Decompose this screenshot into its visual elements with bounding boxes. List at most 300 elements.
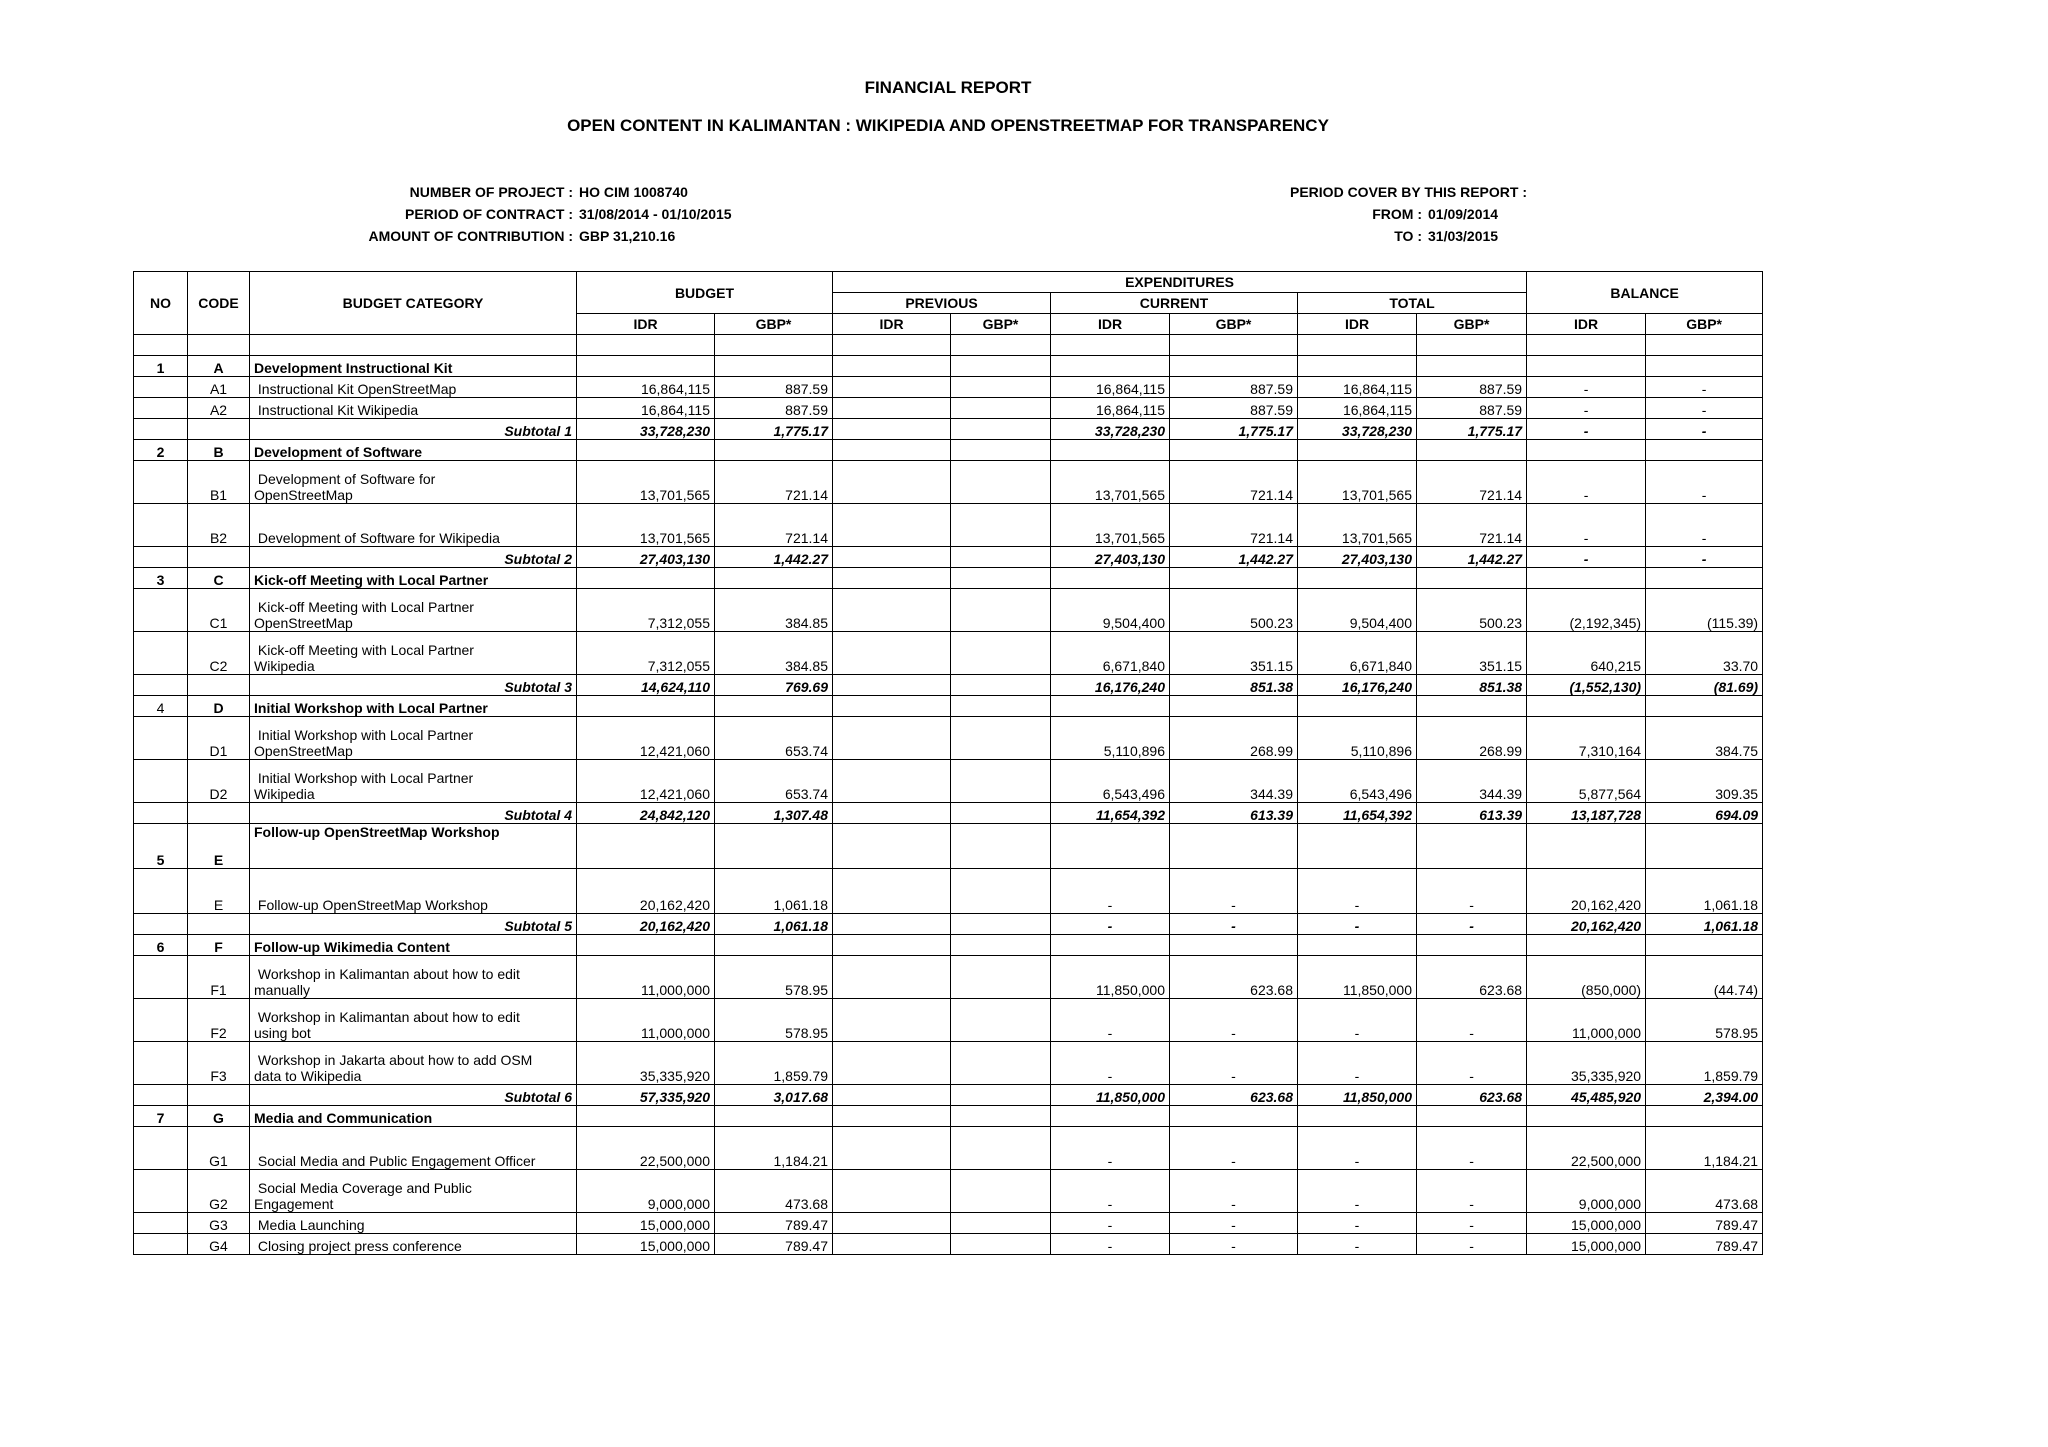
item-description [250, 1170, 577, 1213]
current-idr: - [1051, 1170, 1170, 1213]
period-to-label: TO : [1394, 228, 1422, 244]
period-to-value: 31/03/2015 [1428, 228, 1499, 244]
total-idr: 6,671,840 [1298, 632, 1417, 675]
item-description-line1: Workshop in Jakarta about how to add OSM [254, 1052, 533, 1068]
report-title: FINANCIAL REPORT [864, 78, 1032, 97]
empty-cell [715, 356, 833, 377]
empty-cell [833, 568, 951, 589]
balance-gbp: - [1646, 504, 1763, 547]
subtotal-row [134, 1085, 1763, 1106]
section-header-row [134, 568, 1763, 589]
subtotal-balance-gbp: (81.69) [1646, 675, 1763, 696]
current-gbp: - [1170, 999, 1298, 1042]
subtotal-budget-gbp: 1,442.27 [715, 547, 833, 568]
subtotal-current-gbp: 1,442.27 [1170, 547, 1298, 568]
empty-cell [1170, 824, 1298, 869]
current-idr: - [1051, 1234, 1170, 1255]
empty-cell [833, 696, 951, 717]
item-description [250, 717, 577, 760]
empty-cell [833, 675, 951, 696]
total-gbp: - [1417, 999, 1527, 1042]
section-code: D [188, 696, 250, 717]
item-code: G3 [188, 1213, 250, 1234]
empty-cell [577, 824, 715, 869]
previous-idr [833, 1042, 951, 1085]
empty-cell [951, 824, 1051, 869]
budget-idr: 9,000,000 [577, 1170, 715, 1213]
previous-idr [833, 717, 951, 760]
empty-cell [1646, 935, 1763, 956]
report-subtitle: OPEN CONTENT IN KALIMANTAN : WIKIPEDIA AND OPENSTREETMAP FOR TRANSPARENCY [567, 116, 1329, 135]
subtotal-total-idr: 16,176,240 [1298, 675, 1417, 696]
report-titles [0, 76, 1896, 152]
previous-idr [833, 589, 951, 632]
previous-idr [833, 377, 951, 398]
current-gbp: 721.14 [1170, 461, 1298, 504]
subtotal-current-gbp: 851.38 [1170, 675, 1298, 696]
empty-cell [1170, 1106, 1298, 1127]
empty-cell [188, 547, 250, 568]
empty-cell [1051, 440, 1170, 461]
financial-table [133, 271, 1763, 1255]
item-description-line2: OpenStreetMap [254, 615, 353, 631]
contract-period-label: PERIOD OF CONTRACT : [405, 206, 573, 222]
section-number: 5 [134, 824, 188, 869]
total-gbp: - [1417, 869, 1527, 914]
current-idr: 6,543,496 [1051, 760, 1170, 803]
empty-cell [833, 440, 951, 461]
total-idr: 9,504,400 [1298, 589, 1417, 632]
item-description: Development of Software for Wikipedia [250, 504, 577, 547]
budget-gbp: 384.85 [715, 589, 833, 632]
empty-cell [833, 547, 951, 568]
current-idr: 9,504,400 [1051, 589, 1170, 632]
subtotal-row [134, 803, 1763, 824]
empty-cell [715, 440, 833, 461]
section-title: Kick-off Meeting with Local Partner [250, 568, 577, 589]
table-header [134, 272, 1763, 335]
item-code: D1 [188, 717, 250, 760]
total-idr: 16,864,115 [1298, 377, 1417, 398]
item-description: Media Launching [250, 1213, 577, 1234]
previous-idr [833, 869, 951, 914]
budget-gbp: 1,184.21 [715, 1127, 833, 1170]
total-idr: - [1298, 1042, 1417, 1085]
subtotal-budget-gbp: 3,017.68 [715, 1085, 833, 1106]
section-number: 1 [134, 356, 188, 377]
empty-cell [134, 1234, 188, 1255]
item-code: F2 [188, 999, 250, 1042]
current-gbp: 344.39 [1170, 760, 1298, 803]
item-description-line2: using bot [254, 1025, 311, 1041]
previous-idr-header: IDR [833, 314, 951, 335]
subtotal-current-idr: 11,850,000 [1051, 1085, 1170, 1106]
previous-gbp [951, 589, 1051, 632]
empty-cell [1170, 935, 1298, 956]
balance-idr: 11,000,000 [1527, 999, 1646, 1042]
empty-cell [951, 568, 1051, 589]
item-code: G1 [188, 1127, 250, 1170]
item-description-line1: Kick-off Meeting with Local Partner [254, 642, 474, 658]
subtotal-balance-idr: - [1527, 419, 1646, 440]
total-gbp: 721.14 [1417, 461, 1527, 504]
current-gbp: 500.23 [1170, 589, 1298, 632]
total-idr: - [1298, 1127, 1417, 1170]
item-code: C2 [188, 632, 250, 675]
empty-cell [951, 914, 1051, 935]
subtotal-label: Subtotal 3 [250, 675, 577, 696]
table-row [134, 1127, 1763, 1170]
subtotal-balance-gbp: 694.09 [1646, 803, 1763, 824]
budget-gbp: 473.68 [715, 1170, 833, 1213]
previous-gbp [951, 504, 1051, 547]
section-title: Media and Communication [250, 1106, 577, 1127]
empty-cell [951, 803, 1051, 824]
total-idr: - [1298, 869, 1417, 914]
current-idr: 6,671,840 [1051, 632, 1170, 675]
total-idr: 11,850,000 [1298, 956, 1417, 999]
empty-cell [1417, 440, 1527, 461]
empty-cell [134, 803, 188, 824]
empty-cell [1298, 824, 1417, 869]
current-idr: 13,701,565 [1051, 504, 1170, 547]
empty-cell [134, 760, 188, 803]
table-row [134, 1234, 1763, 1255]
section-number: 7 [134, 1106, 188, 1127]
budget-idr: 16,864,115 [577, 377, 715, 398]
empty-cell [1646, 356, 1763, 377]
previous-idr [833, 461, 951, 504]
balance-idr: - [1527, 377, 1646, 398]
previous-idr [833, 760, 951, 803]
empty-cell [1417, 568, 1527, 589]
balance-idr: 7,310,164 [1527, 717, 1646, 760]
previous-gbp [951, 1234, 1051, 1255]
empty-cell [1417, 935, 1527, 956]
current-gbp: - [1170, 1213, 1298, 1234]
empty-cell [577, 356, 715, 377]
empty-cell [1527, 696, 1646, 717]
balance-gbp: 473.68 [1646, 1170, 1763, 1213]
item-description [250, 1042, 577, 1085]
current-gbp: 721.14 [1170, 504, 1298, 547]
item-description-line2: OpenStreetMap [254, 487, 353, 503]
section-header-row [134, 440, 1763, 461]
col-budget-header: BUDGET [577, 272, 833, 314]
spacer-row [134, 335, 1763, 356]
item-description-line1: Initial Workshop with Local Partner [254, 770, 474, 786]
subtotal-balance-idr: 45,485,920 [1527, 1085, 1646, 1106]
previous-idr [833, 632, 951, 675]
subtotal-total-gbp: - [1417, 914, 1527, 935]
subtotal-current-gbp: 613.39 [1170, 803, 1298, 824]
empty-cell [1170, 356, 1298, 377]
period-from-label: FROM : [1372, 206, 1422, 222]
item-description [250, 760, 577, 803]
empty-cell [134, 461, 188, 504]
empty-cell [134, 632, 188, 675]
budget-gbp: 887.59 [715, 398, 833, 419]
balance-gbp: 1,184.21 [1646, 1127, 1763, 1170]
item-code: G2 [188, 1170, 250, 1213]
subtotal-label: Subtotal 6 [250, 1085, 577, 1106]
empty-cell [833, 935, 951, 956]
total-idr: - [1298, 1213, 1417, 1234]
current-idr: 16,864,115 [1051, 398, 1170, 419]
subtotal-label: Subtotal 2 [250, 547, 577, 568]
empty-cell [715, 935, 833, 956]
subtotal-current-idr: 33,728,230 [1051, 419, 1170, 440]
subtotal-budget-idr: 14,624,110 [577, 675, 715, 696]
current-gbp: - [1170, 1042, 1298, 1085]
total-gbp: - [1417, 1234, 1527, 1255]
item-description [250, 461, 577, 504]
subtotal-balance-gbp: 2,394.00 [1646, 1085, 1763, 1106]
balance-gbp: 309.35 [1646, 760, 1763, 803]
balance-idr: - [1527, 461, 1646, 504]
balance-idr: 22,500,000 [1527, 1127, 1646, 1170]
balance-gbp: 384.75 [1646, 717, 1763, 760]
budget-gbp: 789.47 [715, 1234, 833, 1255]
col-category-header: BUDGET CATEGORY [250, 272, 577, 335]
table-row [134, 377, 1763, 398]
subtotal-total-idr: 27,403,130 [1298, 547, 1417, 568]
subtotal-budget-idr: 20,162,420 [577, 914, 715, 935]
balance-idr: 35,335,920 [1527, 1042, 1646, 1085]
empty-cell [1646, 696, 1763, 717]
empty-cell [577, 696, 715, 717]
budget-gbp: 721.14 [715, 504, 833, 547]
table-row [134, 632, 1763, 675]
previous-gbp [951, 1127, 1051, 1170]
contribution-value: GBP 31,210.16 [579, 228, 676, 244]
budget-idr-header: IDR [577, 314, 715, 335]
subtotal-total-idr: 11,850,000 [1298, 1085, 1417, 1106]
empty-cell [833, 1085, 951, 1106]
budget-idr: 35,335,920 [577, 1042, 715, 1085]
empty-cell [1051, 824, 1170, 869]
empty-cell [951, 547, 1051, 568]
previous-idr [833, 504, 951, 547]
balance-idr: 5,877,564 [1527, 760, 1646, 803]
section-header-row [134, 824, 1763, 869]
subtotal-row [134, 547, 1763, 568]
item-description-line2: Engagement [254, 1196, 334, 1212]
project-info [300, 181, 732, 247]
table-row [134, 760, 1763, 803]
empty-cell [951, 1085, 1051, 1106]
previous-idr [833, 956, 951, 999]
budget-gbp: 721.14 [715, 461, 833, 504]
section-title: Initial Workshop with Local Partner [250, 696, 577, 717]
budget-idr: 22,500,000 [577, 1127, 715, 1170]
empty-cell [951, 935, 1051, 956]
previous-gbp [951, 717, 1051, 760]
col-balance-header: BALANCE [1527, 272, 1763, 314]
project-number-value: HO CIM 1008740 [579, 184, 688, 200]
total-gbp-header: GBP* [1417, 314, 1527, 335]
previous-gbp [951, 760, 1051, 803]
empty-cell [134, 398, 188, 419]
item-code: F3 [188, 1042, 250, 1085]
empty-cell [1417, 356, 1527, 377]
subtotal-budget-gbp: 769.69 [715, 675, 833, 696]
total-gbp: 500.23 [1417, 589, 1527, 632]
empty-cell [577, 568, 715, 589]
balance-idr: - [1527, 504, 1646, 547]
current-idr: - [1051, 869, 1170, 914]
empty-cell [188, 1085, 250, 1106]
current-idr: - [1051, 1213, 1170, 1234]
balance-idr: 15,000,000 [1527, 1213, 1646, 1234]
empty-cell [833, 356, 951, 377]
empty-cell [1298, 1106, 1417, 1127]
empty-cell [1051, 568, 1170, 589]
subtotal-total-idr: - [1298, 914, 1417, 935]
item-description: Social Media and Public Engagement Officer [250, 1127, 577, 1170]
budget-idr: 15,000,000 [577, 1213, 715, 1234]
empty-cell [1051, 1106, 1170, 1127]
item-code: C1 [188, 589, 250, 632]
item-description: Instructional Kit Wikipedia [250, 398, 577, 419]
previous-idr [833, 999, 951, 1042]
empty-cell [715, 824, 833, 869]
item-description: Instructional Kit OpenStreetMap [250, 377, 577, 398]
subtotal-label: Subtotal 5 [250, 914, 577, 935]
empty-cell [715, 1106, 833, 1127]
total-gbp: 268.99 [1417, 717, 1527, 760]
empty-cell [715, 568, 833, 589]
previous-idr [833, 1127, 951, 1170]
total-idr: 5,110,896 [1298, 717, 1417, 760]
current-gbp: - [1170, 1170, 1298, 1213]
section-title: Development of Software [250, 440, 577, 461]
current-idr: 13,701,565 [1051, 461, 1170, 504]
balance-gbp: 789.47 [1646, 1213, 1763, 1234]
item-description-line1: Social Media Coverage and Public [254, 1180, 472, 1196]
balance-idr: 20,162,420 [1527, 869, 1646, 914]
subtotal-budget-gbp: 1,061.18 [715, 914, 833, 935]
empty-cell [134, 547, 188, 568]
budget-gbp-header: GBP* [715, 314, 833, 335]
section-header-row [134, 935, 1763, 956]
budget-idr: 20,162,420 [577, 869, 715, 914]
budget-idr: 13,701,565 [577, 461, 715, 504]
col-expenditures-header: EXPENDITURES [833, 272, 1527, 293]
item-description-line1: Kick-off Meeting with Local Partner [254, 599, 474, 615]
section-code: F [188, 935, 250, 956]
budget-idr: 12,421,060 [577, 717, 715, 760]
empty-cell [134, 717, 188, 760]
current-gbp: 887.59 [1170, 398, 1298, 419]
subtotal-total-idr: 11,654,392 [1298, 803, 1417, 824]
col-current-header: CURRENT [1051, 293, 1298, 314]
empty-cell [951, 356, 1051, 377]
item-code: A2 [188, 398, 250, 419]
previous-gbp [951, 461, 1051, 504]
current-idr: - [1051, 1042, 1170, 1085]
section-title: Follow-up Wikimedia Content [250, 935, 577, 956]
empty-cell [833, 419, 951, 440]
empty-cell [1298, 440, 1417, 461]
balance-gbp: 1,061.18 [1646, 869, 1763, 914]
balance-idr: (850,000) [1527, 956, 1646, 999]
subtotal-total-gbp: 1,442.27 [1417, 547, 1527, 568]
section-number: 2 [134, 440, 188, 461]
previous-idr [833, 398, 951, 419]
budget-idr: 11,000,000 [577, 999, 715, 1042]
previous-gbp [951, 999, 1051, 1042]
empty-cell [1170, 440, 1298, 461]
total-gbp: 344.39 [1417, 760, 1527, 803]
table-body [134, 335, 1763, 1255]
section-code: E [188, 824, 250, 869]
balance-idr: 15,000,000 [1527, 1234, 1646, 1255]
empty-cell [188, 419, 250, 440]
empty-cell [1051, 356, 1170, 377]
previous-idr [833, 1234, 951, 1255]
report-period-label: PERIOD COVER BY THIS REPORT : [1290, 184, 1527, 200]
table-row [134, 869, 1763, 914]
empty-cell [1170, 696, 1298, 717]
col-total-header: TOTAL [1298, 293, 1527, 314]
total-gbp: - [1417, 1042, 1527, 1085]
item-description-line1: Workshop in Kalimantan about how to edit [254, 966, 520, 982]
period-from-value: 01/09/2014 [1428, 206, 1499, 222]
empty-cell [134, 1170, 188, 1213]
empty-cell [951, 419, 1051, 440]
subtotal-label: Subtotal 4 [250, 803, 577, 824]
total-idr: 13,701,565 [1298, 461, 1417, 504]
empty-cell [1646, 1106, 1763, 1127]
previous-gbp [951, 398, 1051, 419]
balance-gbp: (44.74) [1646, 956, 1763, 999]
section-title: Development Instructional Kit [250, 356, 577, 377]
empty-cell [134, 1127, 188, 1170]
previous-gbp-header: GBP* [951, 314, 1051, 335]
empty-cell [951, 1106, 1051, 1127]
subtotal-balance-idr: - [1527, 547, 1646, 568]
empty-cell [833, 803, 951, 824]
total-gbp: - [1417, 1213, 1527, 1234]
empty-cell [134, 1085, 188, 1106]
section-header-row [134, 696, 1763, 717]
subtotal-budget-gbp: 1,307.48 [715, 803, 833, 824]
current-idr: - [1051, 999, 1170, 1042]
item-code: G4 [188, 1234, 250, 1255]
section-number: 6 [134, 935, 188, 956]
budget-idr: 12,421,060 [577, 760, 715, 803]
table-row [134, 589, 1763, 632]
empty-cell [715, 696, 833, 717]
table-row [134, 956, 1763, 999]
empty-cell [951, 696, 1051, 717]
empty-cell [1646, 824, 1763, 869]
item-code: B2 [188, 504, 250, 547]
subtotal-budget-idr: 24,842,120 [577, 803, 715, 824]
balance-idr: - [1527, 398, 1646, 419]
table-row [134, 461, 1763, 504]
item-code: E [188, 869, 250, 914]
section-title: Follow-up OpenStreetMap Workshop [250, 824, 577, 869]
balance-idr: 9,000,000 [1527, 1170, 1646, 1213]
item-description-line2: data to Wikipedia [254, 1068, 362, 1084]
balance-gbp: (115.39) [1646, 589, 1763, 632]
previous-gbp [951, 377, 1051, 398]
balance-gbp: - [1646, 398, 1763, 419]
balance-idr: (2,192,345) [1527, 589, 1646, 632]
section-code: C [188, 568, 250, 589]
